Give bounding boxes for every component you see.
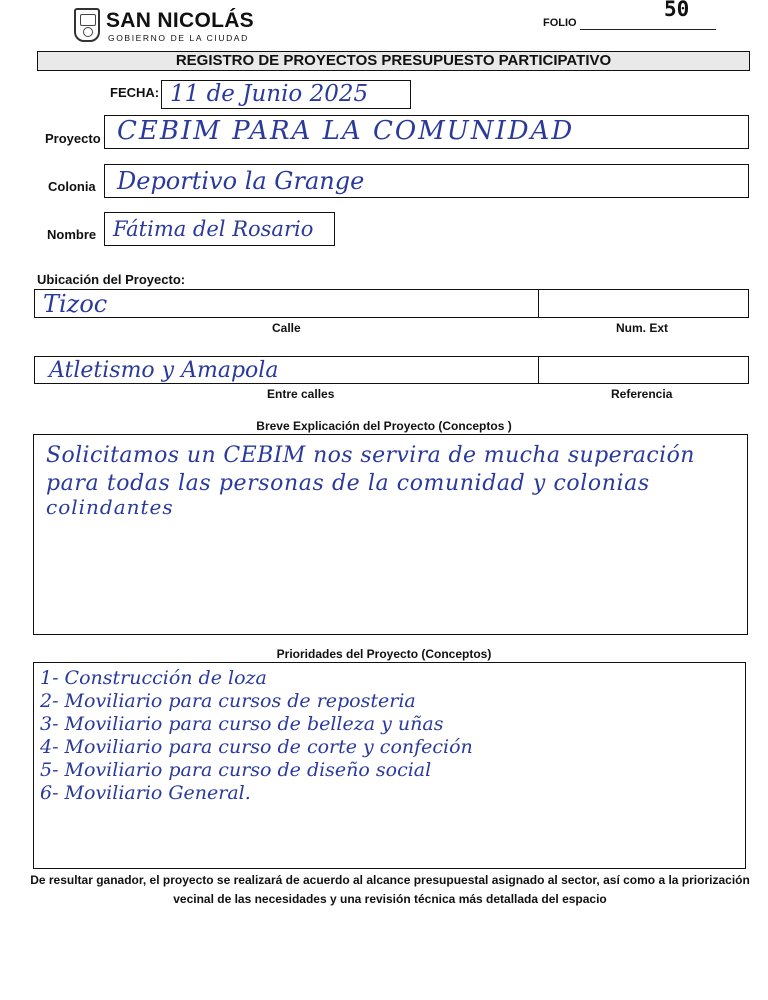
num-ext-caption: Num. Ext — [616, 321, 669, 335]
prioridad-item-6: 6- Moviliario General. — [40, 782, 251, 804]
folio-number: 50 — [664, 0, 690, 21]
nombre-value: Fátima del Rosario — [113, 217, 314, 241]
entre-calles-caption: Entre calles — [267, 387, 335, 401]
calle-field[interactable] — [34, 289, 539, 318]
fecha-label: FECHA: — [110, 85, 160, 100]
referencia-caption: Referencia — [611, 387, 673, 401]
explicacion-label: Breve Explicación del Proyecto (Conceptos ) — [256, 419, 512, 433]
explicacion-line-3: colindantes — [46, 495, 174, 519]
footer-line-1: De resultar ganador, el proyecto se realizará de acuerdo al alcance presupuestal asignado al sector, así como a la priorización — [30, 873, 750, 887]
prioridad-item-1: 1- Construcción de loza — [40, 667, 267, 689]
nombre-field[interactable] — [104, 212, 335, 246]
org-subtitle: GOBIERNO DE LA CIUDAD — [108, 33, 249, 43]
num-ext-field[interactable] — [538, 289, 749, 318]
calle-value: Tizoc — [43, 290, 108, 318]
prioridad-item-5: 5- Moviliario para curso de diseño social — [40, 759, 432, 781]
footer-line-2: vecinal de las necesidades y una revisión técnica más detallada del espacio — [173, 892, 607, 906]
fecha-value: 11 de Junio 2025 — [170, 81, 369, 107]
explicacion-line-2: para todas las personas de la comunidad y colonias — [46, 471, 650, 496]
prioridades-label: Prioridades del Proyecto (Conceptos) — [276, 647, 492, 661]
entre-calles-value: Atletismo y Amapola — [49, 358, 279, 383]
prioridades-field[interactable] — [33, 662, 746, 869]
folio-underline — [580, 29, 716, 30]
proyecto-field[interactable] — [104, 115, 749, 149]
ubicacion-label: Ubicación del Proyecto: — [37, 272, 186, 287]
folio-label: FOLIO — [543, 17, 577, 29]
prioridad-item-3: 3- Moviliario para curso de belleza y uñas — [40, 713, 444, 735]
calle-caption: Calle — [272, 321, 301, 335]
proyecto-label: Proyecto — [45, 131, 101, 146]
prioridad-item-2: 2- Moviliario para cursos de reposteria — [40, 690, 416, 712]
proyecto-value: CEBIM PARA LA COMUNIDAD — [117, 116, 575, 146]
colonia-value: Deportivo la Grange — [117, 167, 365, 195]
explicacion-line-1: Solicitamos un CEBIM nos servira de mucha superación — [46, 443, 695, 468]
footer-note — [20, 871, 760, 909]
prioridades-list — [40, 667, 473, 805]
colonia-field[interactable] — [104, 164, 749, 198]
colonia-label: Colonia — [48, 179, 96, 194]
fecha-field[interactable] — [161, 80, 411, 109]
entre-calles-field[interactable] — [34, 356, 539, 384]
form-title: REGISTRO DE PROYECTOS PRESUPUESTO PARTICIPATIVO — [37, 51, 750, 71]
explicacion-field[interactable] — [33, 434, 748, 635]
referencia-field[interactable] — [538, 356, 749, 384]
prioridad-item-4: 4- Moviliario para curso de corte y confeción — [40, 736, 473, 758]
city-logo-shield-icon — [74, 8, 100, 42]
nombre-label: Nombre — [47, 227, 97, 242]
org-name: SAN NICOLÁS — [106, 9, 254, 32]
